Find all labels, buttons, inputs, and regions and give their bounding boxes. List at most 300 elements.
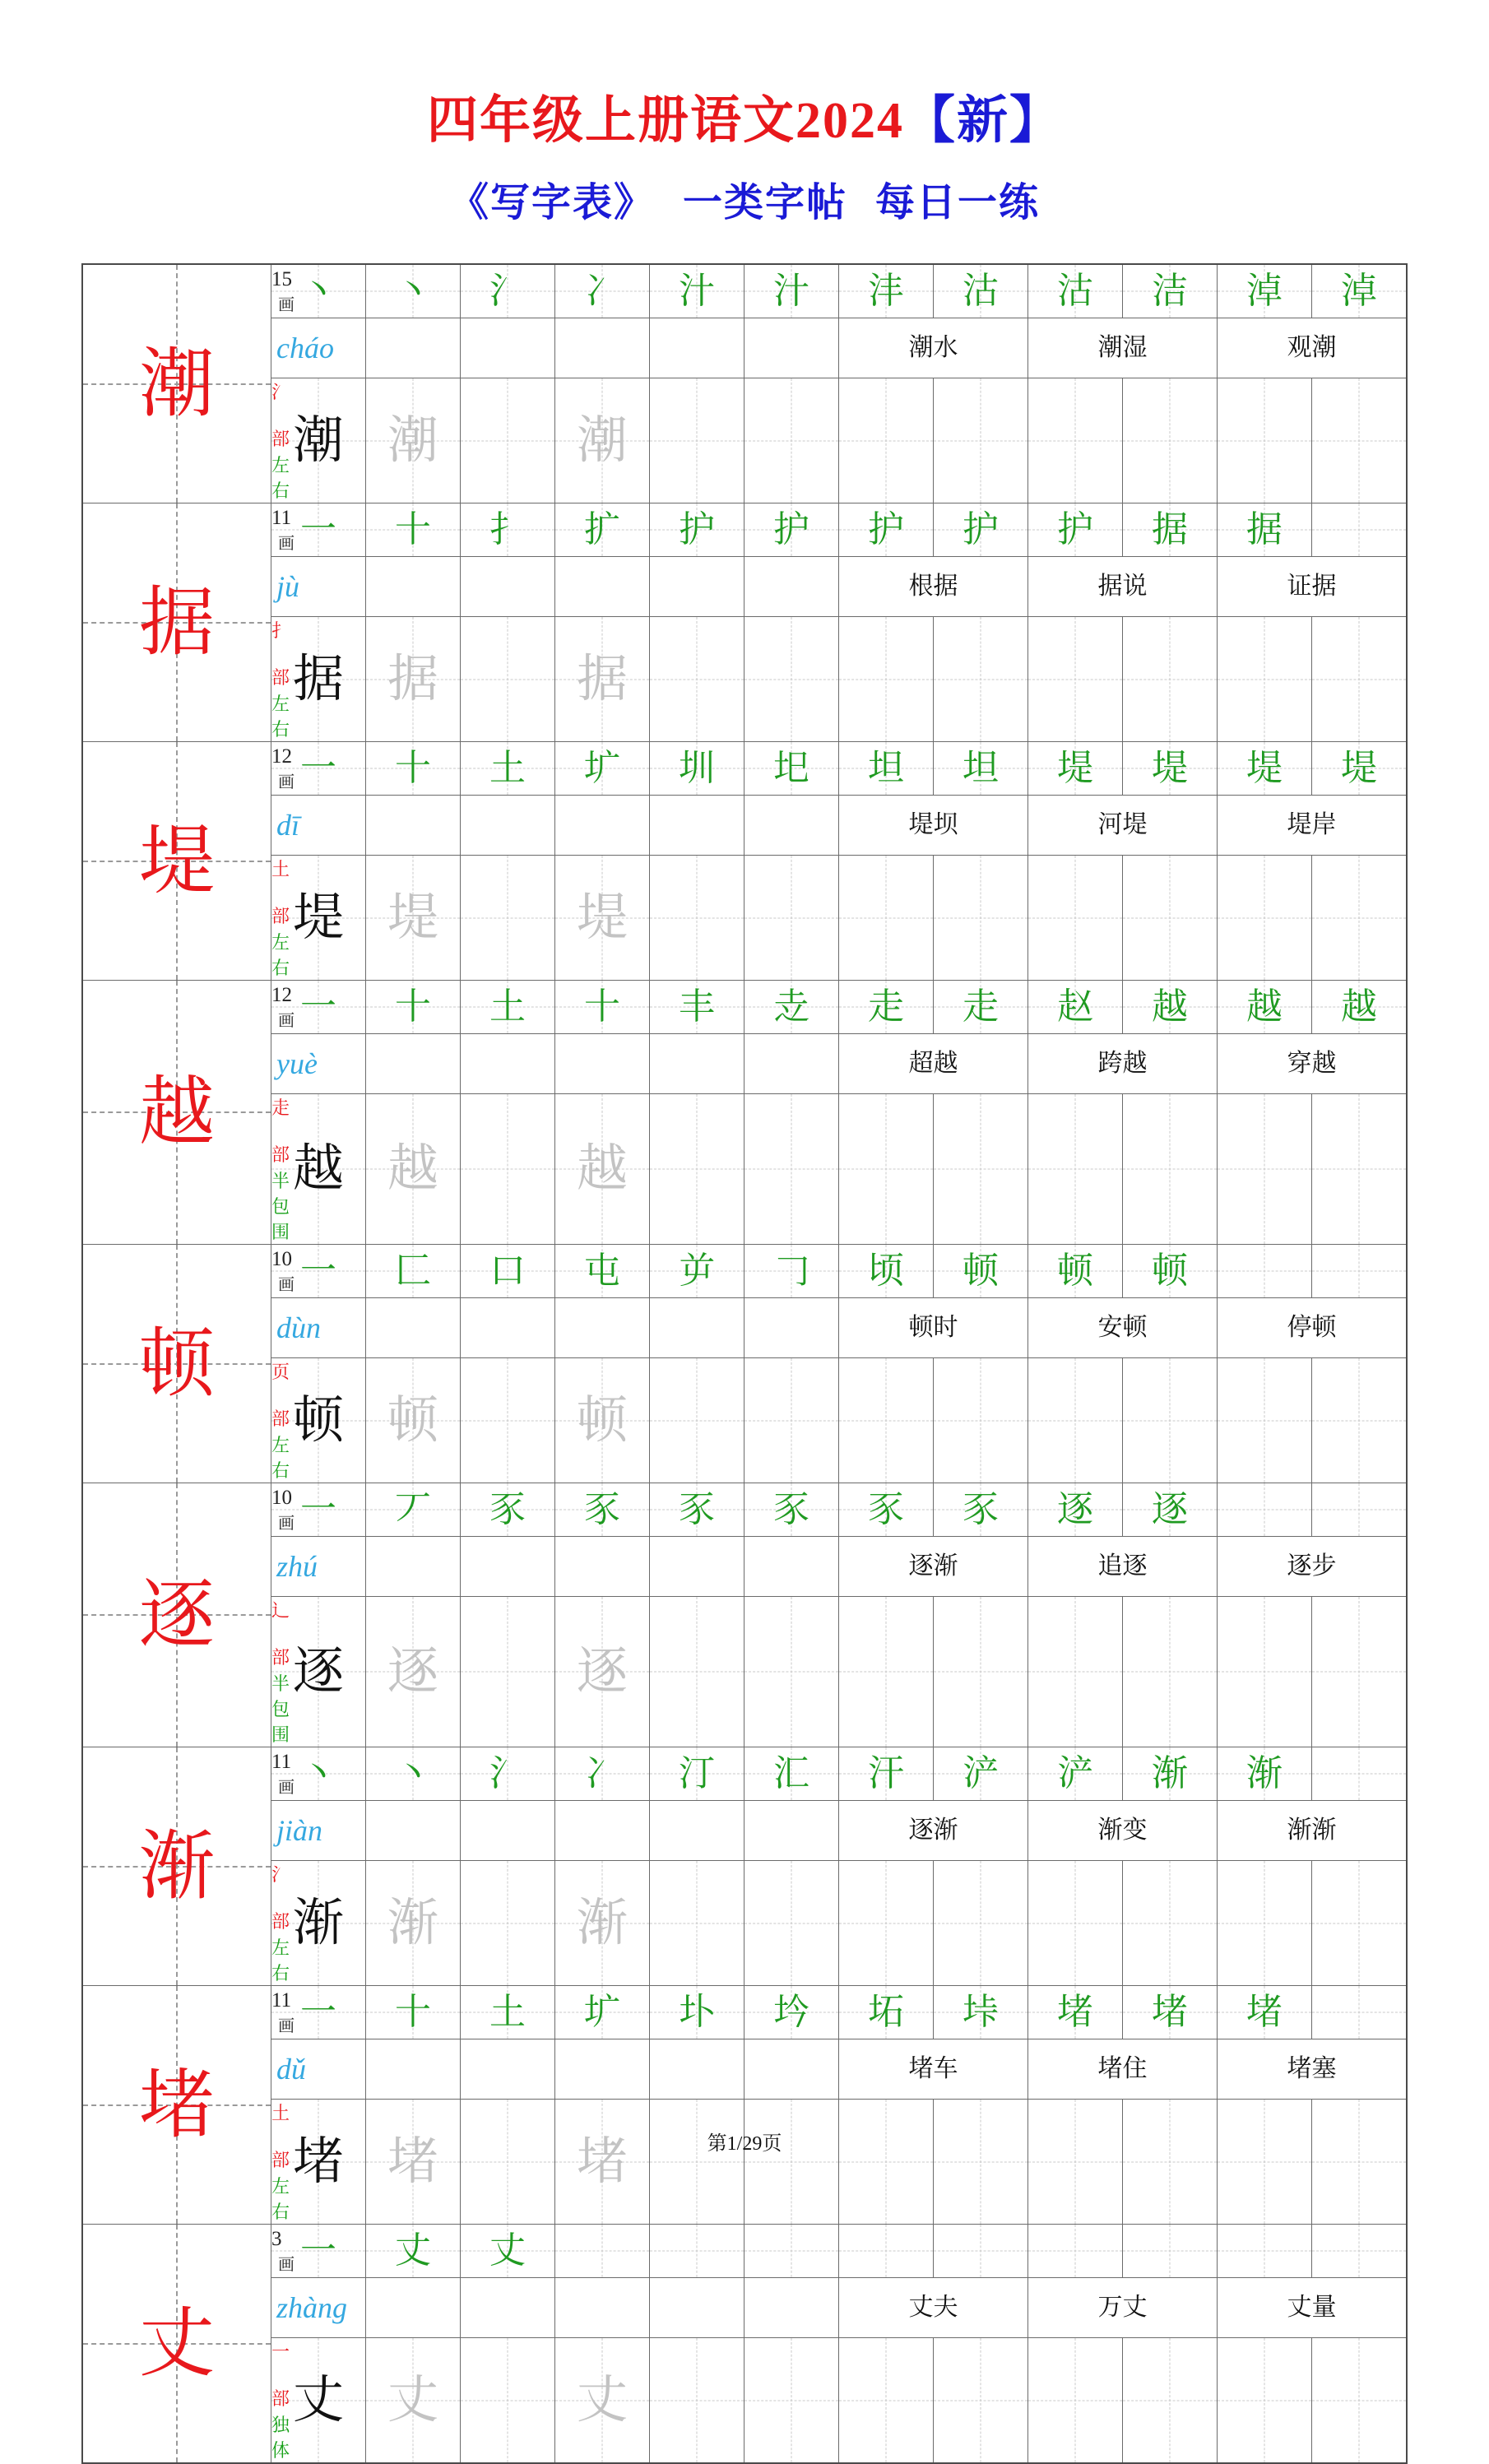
- stroke-order-row: [82, 503, 1407, 557]
- radical-row: [82, 856, 1407, 929]
- practice-cell[interactable]: [934, 1094, 1028, 1245]
- word-cell: [1218, 2278, 1408, 2338]
- radical-text: 页: [271, 1362, 290, 1382]
- stroke-glyph: 走: [963, 986, 999, 1027]
- structure-text: 左右: [271, 1937, 290, 1984]
- practice-cell[interactable]: [366, 1358, 461, 1483]
- grid-line-horizontal: [1028, 440, 1122, 441]
- blank-cell: [744, 2039, 839, 2100]
- pinyin-text: jiàn: [271, 1814, 327, 1847]
- practice-cell[interactable]: [744, 617, 839, 742]
- word-text: 丈量: [1287, 2294, 1337, 2321]
- practice-cell[interactable]: [461, 2338, 555, 2464]
- practice-cell[interactable]: [461, 1094, 555, 1245]
- practice-cell[interactable]: [271, 617, 366, 742]
- word-cell: [839, 1537, 1028, 1597]
- model-character: 据: [292, 651, 344, 708]
- practice-cell[interactable]: [271, 378, 366, 503]
- stroke-cell: [839, 1483, 934, 1537]
- stroke-glyph: 逐: [1057, 1489, 1093, 1529]
- word-cell: [839, 1034, 1028, 1094]
- trace-character: 逐: [387, 1644, 438, 1700]
- stroke-cell: [934, 1747, 1028, 1801]
- practice-cell[interactable]: [555, 1597, 650, 1747]
- model-character: 逐: [292, 1644, 344, 1700]
- pinyin-words-row: [82, 1034, 1407, 1094]
- pinyin-words-row: [82, 796, 1407, 856]
- practice-cell[interactable]: [1218, 1358, 1312, 1483]
- model-character: 潮: [292, 412, 344, 469]
- stroke-glyph: 护: [679, 509, 715, 550]
- practice-cell[interactable]: [1028, 1861, 1123, 1986]
- stroke-cell: [744, 981, 839, 1034]
- blank-cell: [744, 1298, 839, 1358]
- trace-character: 据: [387, 651, 438, 708]
- practice-cell[interactable]: [1312, 856, 1408, 981]
- stroke-count-unit: 画: [278, 1514, 295, 1533]
- practice-cell[interactable]: [1218, 617, 1312, 742]
- stroke-cell: [1028, 742, 1123, 796]
- blank-cell: [555, 1298, 650, 1358]
- stroke-cell: [555, 981, 650, 1034]
- blank-cell: [461, 318, 555, 378]
- word-text: 跨越: [1097, 1050, 1148, 1077]
- stroke-cell: [839, 742, 934, 796]
- grid-line-horizontal: [461, 2400, 554, 2401]
- practice-cell[interactable]: [839, 1597, 934, 1747]
- word-cell: [1218, 557, 1408, 617]
- practice-cell[interactable]: [1218, 1861, 1312, 1986]
- stroke-count-unit: 画: [278, 1011, 295, 1030]
- stroke-cell: [1218, 742, 1312, 796]
- stroke-cell: [650, 2225, 744, 2278]
- pinyin-text: zhàng: [271, 2291, 352, 2324]
- blank-cell: [366, 1801, 461, 1861]
- practice-cell[interactable]: [1312, 617, 1408, 742]
- practice-cell[interactable]: [839, 1094, 934, 1245]
- grid-line-horizontal: [934, 917, 1027, 918]
- blank-cell: [461, 1801, 555, 1861]
- practice-cell[interactable]: [1218, 2338, 1312, 2464]
- practice-cell[interactable]: [366, 617, 461, 742]
- stroke-cell: [1312, 1483, 1408, 1537]
- stroke-cell: [271, 1245, 366, 1298]
- pinyin-words-row: [82, 1801, 1407, 1861]
- character-cell: [82, 1986, 271, 2225]
- stroke-cell: [1123, 981, 1218, 1034]
- subtitle-part-1: 《写字表》: [448, 181, 655, 225]
- stroke-order-row: [82, 1245, 1407, 1298]
- stroke-glyph: 丰: [679, 986, 715, 1027]
- grid-line-horizontal: [555, 2251, 649, 2252]
- blank-cell: [744, 1537, 839, 1597]
- stroke-glyph: 堤: [1246, 748, 1283, 788]
- grid-line-horizontal: [461, 1672, 554, 1673]
- stroke-cell: [555, 1245, 650, 1298]
- practice-cell[interactable]: [1218, 1094, 1312, 1245]
- blank-cell: [461, 557, 555, 617]
- stroke-glyph: 顿: [1152, 1251, 1188, 1291]
- practice-cell[interactable]: [934, 2338, 1028, 2464]
- practice-cell[interactable]: [271, 2100, 366, 2225]
- stroke-glyph: 赵: [1057, 986, 1093, 1027]
- main-character: 堵: [138, 2063, 215, 2147]
- blank-cell: [555, 318, 650, 378]
- practice-cell[interactable]: [1312, 1358, 1408, 1483]
- word-cell: [1218, 1801, 1408, 1861]
- practice-cell[interactable]: [839, 378, 934, 503]
- stroke-cell: [650, 503, 744, 557]
- grid-line-horizontal: [1218, 2251, 1311, 2252]
- practice-cell[interactable]: [650, 1861, 744, 1986]
- stroke-glyph: 沣: [868, 271, 904, 311]
- practice-cell[interactable]: [461, 1597, 555, 1747]
- blank-cell: [366, 1034, 461, 1094]
- stroke-cell: [461, 1483, 555, 1537]
- practice-cell[interactable]: [839, 1358, 934, 1483]
- stroke-cell: [839, 981, 934, 1034]
- grid-line-horizontal: [1028, 1169, 1122, 1170]
- stroke-cell: [744, 1986, 839, 2039]
- practice-cell[interactable]: [744, 1094, 839, 1245]
- grid-line-horizontal: [650, 2400, 744, 2401]
- blank-cell: [744, 318, 839, 378]
- grid-line-horizontal: [461, 2161, 554, 2162]
- practice-cell[interactable]: [271, 1358, 366, 1483]
- stroke-cell: [271, 264, 366, 318]
- stroke-glyph: 赱: [773, 986, 809, 1027]
- practice-cell[interactable]: [555, 2100, 650, 2225]
- grid-line-horizontal: [461, 679, 554, 680]
- practice-cell[interactable]: [271, 1597, 366, 1747]
- grid-line-horizontal: [650, 679, 744, 680]
- blank-cell: [366, 318, 461, 378]
- practice-cell[interactable]: [271, 1094, 366, 1245]
- stroke-glyph: 浐: [963, 1753, 999, 1793]
- stroke-cell: [839, 1747, 934, 1801]
- stroke-order-row: [82, 1747, 1407, 1801]
- practice-cell[interactable]: [744, 856, 839, 981]
- stroke-glyph: 土: [489, 748, 526, 788]
- blank-cell: [744, 1034, 839, 1094]
- stroke-cell: [555, 1483, 650, 1537]
- practice-cell[interactable]: [650, 1094, 744, 1245]
- word-text: 追逐: [1097, 1552, 1148, 1580]
- character-cell: [82, 2225, 271, 2464]
- stroke-glyph: 扌: [489, 509, 526, 550]
- stroke-cell: [934, 2225, 1028, 2278]
- practice-cell[interactable]: [1312, 2338, 1408, 2464]
- practice-cell[interactable]: [1028, 378, 1123, 503]
- practice-cell[interactable]: [1312, 1597, 1408, 1747]
- page-subtitle: [0, 170, 1489, 227]
- practice-cell[interactable]: [839, 1861, 934, 1986]
- practice-cell[interactable]: [1123, 1358, 1218, 1483]
- practice-cell[interactable]: [650, 1597, 744, 1747]
- stroke-cell: [555, 1986, 650, 2039]
- grid-line-horizontal: [839, 1169, 933, 1170]
- stroke-cell: [1028, 1747, 1123, 1801]
- trace-character: 逐: [576, 1644, 628, 1700]
- practice-cell[interactable]: [744, 378, 839, 503]
- word-cell: [839, 557, 1028, 617]
- grid-line-horizontal: [1312, 1774, 1406, 1775]
- practice-cell[interactable]: [934, 1358, 1028, 1483]
- stroke-cell: [1123, 742, 1218, 796]
- stroke-glyph: 冫: [584, 1753, 620, 1793]
- grid-line-horizontal: [1028, 2161, 1122, 2162]
- practice-cell[interactable]: [650, 617, 744, 742]
- practice-cell[interactable]: [271, 2338, 366, 2464]
- character-cell: [82, 503, 271, 742]
- stroke-cell: [744, 1747, 839, 1801]
- practice-cell[interactable]: [744, 2100, 839, 2225]
- grid-line-horizontal: [1028, 2251, 1122, 2252]
- stroke-count-value: 10: [271, 1486, 292, 1509]
- practice-cell[interactable]: [271, 1861, 366, 1986]
- practice-cell[interactable]: [650, 2338, 744, 2464]
- word-cell: [1028, 2039, 1218, 2100]
- practice-cell[interactable]: [1123, 378, 1218, 503]
- practice-cell[interactable]: [1123, 1597, 1218, 1747]
- practice-cell[interactable]: [366, 1861, 461, 1986]
- practice-cell[interactable]: [1218, 1597, 1312, 1747]
- grid-line-horizontal: [839, 917, 933, 918]
- practice-cell[interactable]: [839, 617, 934, 742]
- stroke-count-unit: 画: [278, 534, 295, 553]
- trace-character: 堵: [576, 2133, 628, 2190]
- grid-line-horizontal: [1123, 440, 1217, 441]
- trace-character: 顿: [387, 1392, 438, 1449]
- practice-cell[interactable]: [934, 1861, 1028, 1986]
- practice-cell[interactable]: [1123, 2338, 1218, 2464]
- pinyin-words-row: [82, 1537, 1407, 1597]
- trace-character: 堤: [387, 889, 438, 946]
- practice-cell[interactable]: [650, 378, 744, 503]
- stroke-cell: [555, 264, 650, 318]
- practice-cell[interactable]: [650, 1358, 744, 1483]
- stroke-glyph: 豕: [868, 1489, 904, 1529]
- practice-cell[interactable]: [744, 1861, 839, 1986]
- practice-cell[interactable]: [1312, 1861, 1408, 1986]
- practice-cell[interactable]: [555, 378, 650, 503]
- word-text: 穿越: [1287, 1050, 1337, 1077]
- structure-text: 左右: [271, 2176, 290, 2222]
- stroke-glyph: 十: [395, 509, 431, 550]
- practice-cell[interactable]: [1028, 2338, 1123, 2464]
- stroke-cell: [839, 264, 934, 318]
- stroke-cell: [1218, 2225, 1312, 2278]
- practice-cell[interactable]: [461, 378, 555, 503]
- grid-line-horizontal: [839, 440, 933, 441]
- stroke-cell: [366, 1245, 461, 1298]
- stroke-cell: [839, 1245, 934, 1298]
- word-cell: [1028, 1801, 1218, 1861]
- stroke-glyph: 丶: [395, 1753, 431, 1793]
- practice-cell[interactable]: [1028, 617, 1123, 742]
- blank-cell: [650, 318, 744, 378]
- stroke-glyph: 汁: [773, 271, 809, 311]
- practice-cell[interactable]: [934, 617, 1028, 742]
- subtitle-part-3: 每日一练: [875, 181, 1041, 225]
- practice-cell[interactable]: [555, 1094, 650, 1245]
- blank-cell: [461, 2278, 555, 2338]
- practice-cell[interactable]: [555, 2338, 650, 2464]
- trace-character: 潮: [576, 412, 628, 469]
- stroke-glyph: 一: [300, 509, 336, 550]
- stroke-order-row: [82, 1986, 1407, 2039]
- character-cell: [82, 264, 271, 503]
- practice-cell[interactable]: [461, 1358, 555, 1483]
- radical-row: [82, 1861, 1407, 1934]
- practice-cell[interactable]: [934, 856, 1028, 981]
- blank-cell: [555, 1537, 650, 1597]
- page-title-blue: 【新】: [904, 93, 1063, 149]
- grid-line-horizontal: [934, 2161, 1027, 2162]
- practice-cell[interactable]: [934, 1597, 1028, 1747]
- word-cell: [839, 796, 1028, 856]
- practice-cell[interactable]: [461, 2100, 555, 2225]
- main-character: 顿: [138, 1321, 215, 1406]
- stroke-glyph: 坅: [773, 1992, 809, 2032]
- practice-cell[interactable]: [366, 856, 461, 981]
- stroke-cell: [650, 264, 744, 318]
- practice-cell[interactable]: [839, 856, 934, 981]
- practice-cell[interactable]: [366, 1094, 461, 1245]
- stroke-cell: [271, 1986, 366, 2039]
- pinyin-text: jù: [271, 570, 304, 603]
- practice-cell[interactable]: [1312, 2100, 1408, 2225]
- stroke-count-unit: 画: [278, 295, 295, 314]
- practice-cell[interactable]: [1028, 1094, 1123, 1245]
- practice-cell[interactable]: [1312, 378, 1408, 503]
- radical-row: [82, 1358, 1407, 1432]
- stroke-cell: [555, 742, 650, 796]
- stroke-glyph: 匚: [395, 1251, 431, 1291]
- practice-cell[interactable]: [839, 2338, 934, 2464]
- stroke-cell: [839, 2225, 934, 2278]
- practice-cell[interactable]: [555, 617, 650, 742]
- word-text: 堵塞: [1287, 2055, 1337, 2082]
- grid-line-horizontal: [934, 1672, 1027, 1673]
- practice-cell[interactable]: [555, 1861, 650, 1986]
- practice-cell[interactable]: [744, 2338, 839, 2464]
- blank-cell: [461, 1298, 555, 1358]
- stroke-glyph: 十: [395, 748, 431, 788]
- stroke-cell: [650, 1986, 744, 2039]
- stroke-cell: [934, 1245, 1028, 1298]
- practice-cell[interactable]: [650, 856, 744, 981]
- grid-line-horizontal: [1312, 1169, 1406, 1170]
- stroke-cell: [1312, 742, 1408, 796]
- word-text: 渐渐: [1287, 1817, 1337, 1844]
- practice-cell[interactable]: [1218, 378, 1312, 503]
- grid-line-horizontal: [1312, 917, 1406, 918]
- practice-cell[interactable]: [271, 856, 366, 981]
- practice-cell[interactable]: [744, 1597, 839, 1747]
- stroke-cell: [1312, 503, 1408, 557]
- stroke-glyph: 越: [1341, 986, 1377, 1027]
- practice-cell[interactable]: [1028, 856, 1123, 981]
- stroke-cell: [271, 981, 366, 1034]
- trace-character: 渐: [576, 1895, 628, 1951]
- practice-cell[interactable]: [934, 378, 1028, 503]
- practice-cell[interactable]: [366, 2100, 461, 2225]
- practice-cell[interactable]: [650, 2100, 744, 2225]
- practice-cell[interactable]: [1123, 1861, 1218, 1986]
- practice-cell[interactable]: [1218, 2100, 1312, 2225]
- stroke-count-unit: 画: [278, 2016, 295, 2035]
- pinyin-words-row: [82, 1298, 1407, 1358]
- practice-cell[interactable]: [1123, 2100, 1218, 2225]
- practice-cell[interactable]: [555, 1358, 650, 1483]
- main-character: 逐: [138, 1573, 215, 1657]
- practice-cell[interactable]: [1028, 1358, 1123, 1483]
- blank-cell: [461, 796, 555, 856]
- grid-line-horizontal: [744, 2251, 838, 2252]
- radical-row: [82, 378, 1407, 452]
- stroke-cell: [1312, 1986, 1408, 2039]
- stroke-glyph: 豕: [489, 1489, 526, 1529]
- stroke-glyph: 丈: [489, 2230, 526, 2271]
- radical-label: 部: [271, 667, 290, 688]
- stroke-cell: [461, 1245, 555, 1298]
- grid-line-horizontal: [1028, 1672, 1122, 1673]
- stroke-cell: [366, 2225, 461, 2278]
- stroke-glyph: 豕: [584, 1489, 620, 1529]
- blank-cell: [461, 1537, 555, 1597]
- stroke-glyph: 豕: [679, 1489, 715, 1529]
- practice-cell[interactable]: [839, 2100, 934, 2225]
- practice-cell[interactable]: [1028, 1597, 1123, 1747]
- stroke-glyph: 护: [773, 509, 809, 550]
- radical-text: 氵: [271, 382, 290, 402]
- practice-cell[interactable]: [1123, 856, 1218, 981]
- pinyin-words-row: [82, 318, 1407, 378]
- grid-line-horizontal: [1123, 2400, 1217, 2401]
- practice-cell[interactable]: [1312, 1094, 1408, 1245]
- practice-cell[interactable]: [1123, 617, 1218, 742]
- practice-cell[interactable]: [1123, 1094, 1218, 1245]
- main-character: 渐: [138, 1824, 215, 1909]
- practice-cell[interactable]: [744, 1358, 839, 1483]
- grid-line-horizontal: [934, 440, 1027, 441]
- word-text: 安顿: [1097, 1314, 1148, 1341]
- model-character: 渐: [292, 1895, 344, 1951]
- practice-cell[interactable]: [1028, 2100, 1123, 2225]
- practice-cell[interactable]: [461, 1861, 555, 1986]
- stroke-glyph: 沽: [963, 271, 999, 311]
- practice-cell[interactable]: [1218, 856, 1312, 981]
- stroke-glyph: 渐: [1152, 1753, 1188, 1793]
- word-cell: [1028, 318, 1218, 378]
- practice-cell[interactable]: [555, 856, 650, 981]
- pinyin-words-row: [82, 2278, 1407, 2338]
- trace-character: 堤: [576, 889, 628, 946]
- structure-text: 半包围: [271, 1673, 290, 1745]
- practice-cell[interactable]: [461, 617, 555, 742]
- stroke-glyph: 洁: [1152, 271, 1188, 311]
- practice-cell[interactable]: [366, 378, 461, 503]
- practice-cell[interactable]: [934, 2100, 1028, 2225]
- practice-cell[interactable]: [461, 856, 555, 981]
- stroke-cell: [271, 1483, 366, 1537]
- practice-cell[interactable]: [366, 1597, 461, 1747]
- stroke-cell: [744, 1483, 839, 1537]
- stroke-cell: [934, 1483, 1028, 1537]
- pinyin-text: dǔ: [271, 2053, 311, 2086]
- practice-cell[interactable]: [366, 2338, 461, 2464]
